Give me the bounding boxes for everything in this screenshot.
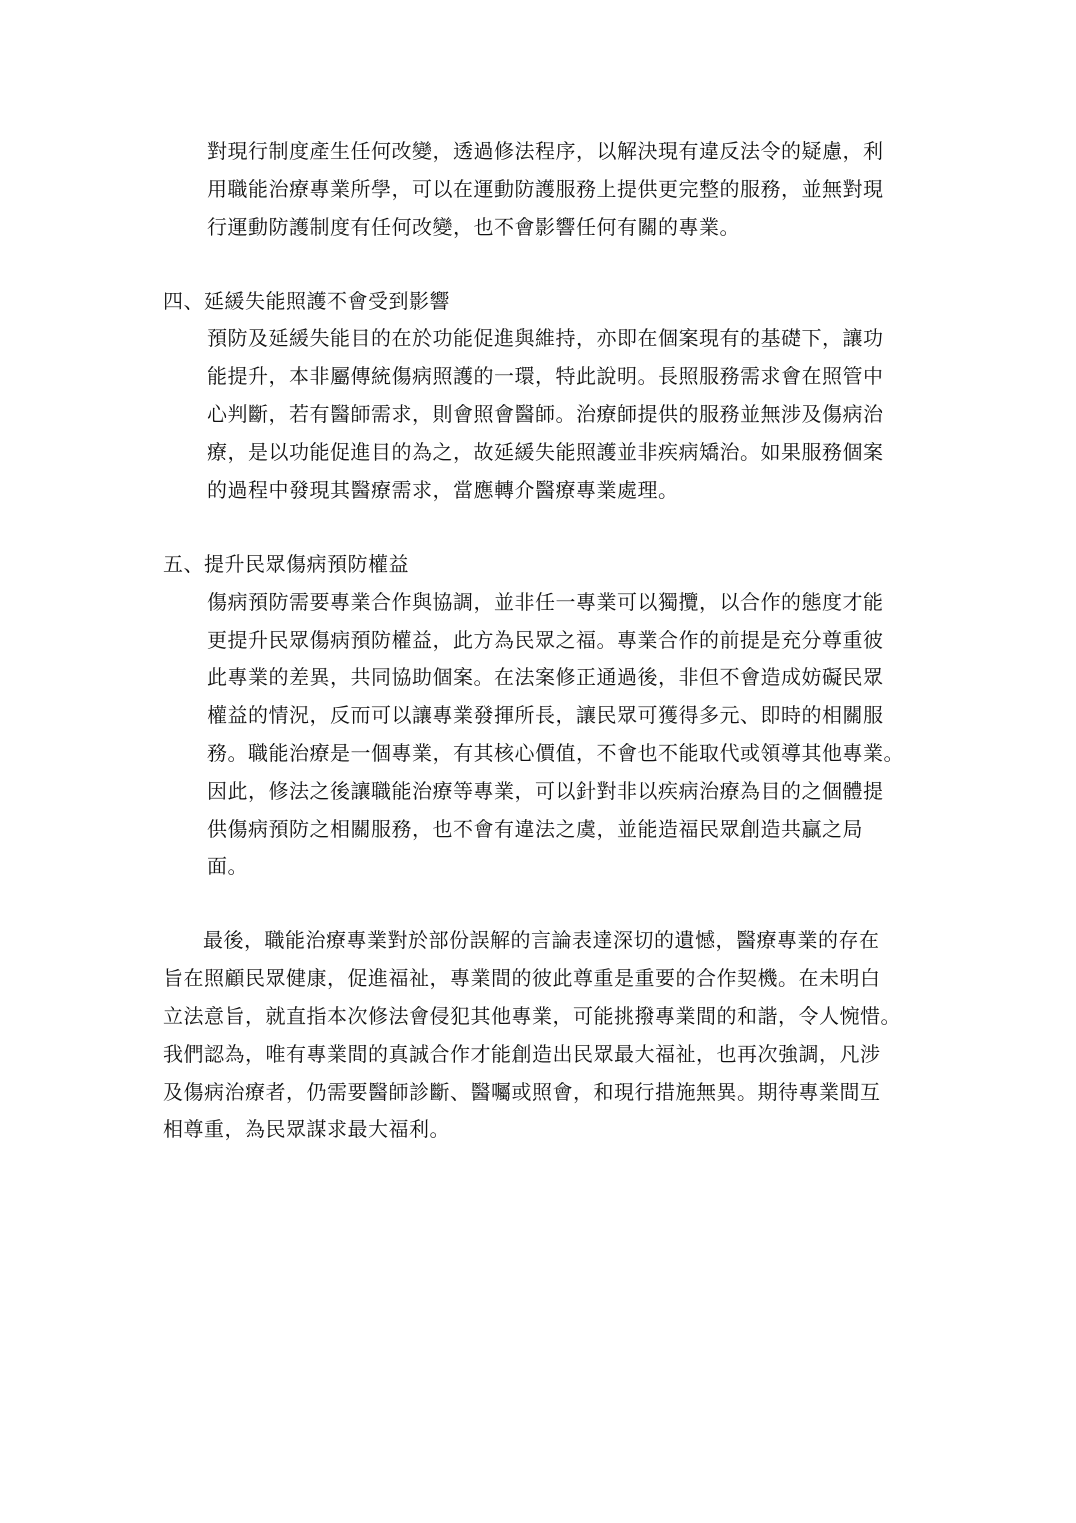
paragraph-line: 務。職能治療是一個專業，有其核心價值，不會也不能取代或領導其他專業。 bbox=[207, 741, 904, 765]
section-heading: 五、提升民眾傷病預防權益 bbox=[163, 552, 409, 576]
paragraph-line: 能提升，本非屬傳統傷病照護的一環，特此說明。長照服務需求會在照管中 bbox=[207, 364, 884, 388]
paragraph-line: 用職能治療專業所學，可以在運動防護服務上提供更完整的服務，並無對現 bbox=[207, 177, 884, 201]
paragraph-line: 預防及延緩失能目的在於功能促進與維持，亦即在個案現有的基礎下，讓功 bbox=[207, 326, 884, 350]
paragraph-line: 面。 bbox=[207, 854, 248, 878]
paragraph-line: 更提升民眾傷病預防權益，此方為民眾之福。專業合作的前提是充分尊重彼 bbox=[207, 628, 884, 652]
paragraph-line: 此專業的差異，共同協助個案。在法案修正通過後，非但不會造成妨礙民眾 bbox=[207, 665, 884, 689]
paragraph-line: 立法意旨，就直指本次修法會侵犯其他專業，可能挑撥專業間的和諧，令人惋惜。 bbox=[163, 1004, 901, 1028]
paragraph-line: 療，是以功能促進目的為之，故延緩失能照護並非疾病矯治。如果服務個案 bbox=[207, 440, 884, 464]
paragraph-line: 因此，修法之後讓職能治療等專業，可以針對非以疾病治療為目的之個體提 bbox=[207, 779, 884, 803]
paragraph-line: 心判斷，若有醫師需求，則會照會醫師。治療師提供的服務並無涉及傷病治 bbox=[207, 402, 884, 426]
paragraph-line: 的過程中發現其醫療需求，當應轉介醫療專業處理。 bbox=[207, 478, 679, 502]
paragraph-line: 相尊重，為民眾謀求最大福利。 bbox=[163, 1117, 450, 1141]
paragraph-line: 對現行制度產生任何改變，透過修法程序，以解決現有違反法令的疑慮，利 bbox=[207, 139, 884, 163]
paragraph-line: 我們認為，唯有專業間的真誠合作才能創造出民眾最大福祉，也再次強調，凡涉 bbox=[163, 1042, 881, 1066]
paragraph-line: 行運動防護制度有任何改變，也不會影響任何有關的專業。 bbox=[207, 215, 740, 239]
paragraph-line: 權益的情況，反而可以讓專業發揮所長，讓民眾可獲得多元、即時的相關服 bbox=[207, 703, 884, 727]
paragraph-line: 供傷病預防之相關服務，也不會有違法之虞，並能造福民眾創造共贏之局 bbox=[207, 817, 863, 841]
paragraph-line: 傷病預防需要專業合作與協調，並非任一專業可以獨攬，以合作的態度才能 bbox=[207, 590, 884, 614]
section-heading: 四、延緩失能照護不會受到影響 bbox=[163, 289, 450, 313]
paragraph-line: 旨在照顧民眾健康，促進福祉，專業間的彼此尊重是重要的合作契機。在未明白 bbox=[163, 966, 881, 990]
paragraph-line: 最後，職能治療專業對於部份誤解的言論表達深切的遺憾，醫療專業的存在 bbox=[203, 928, 880, 952]
paragraph-line: 及傷病治療者，仍需要醫師診斷、醫囑或照會，和現行措施無異。期待專業間互 bbox=[163, 1080, 881, 1104]
